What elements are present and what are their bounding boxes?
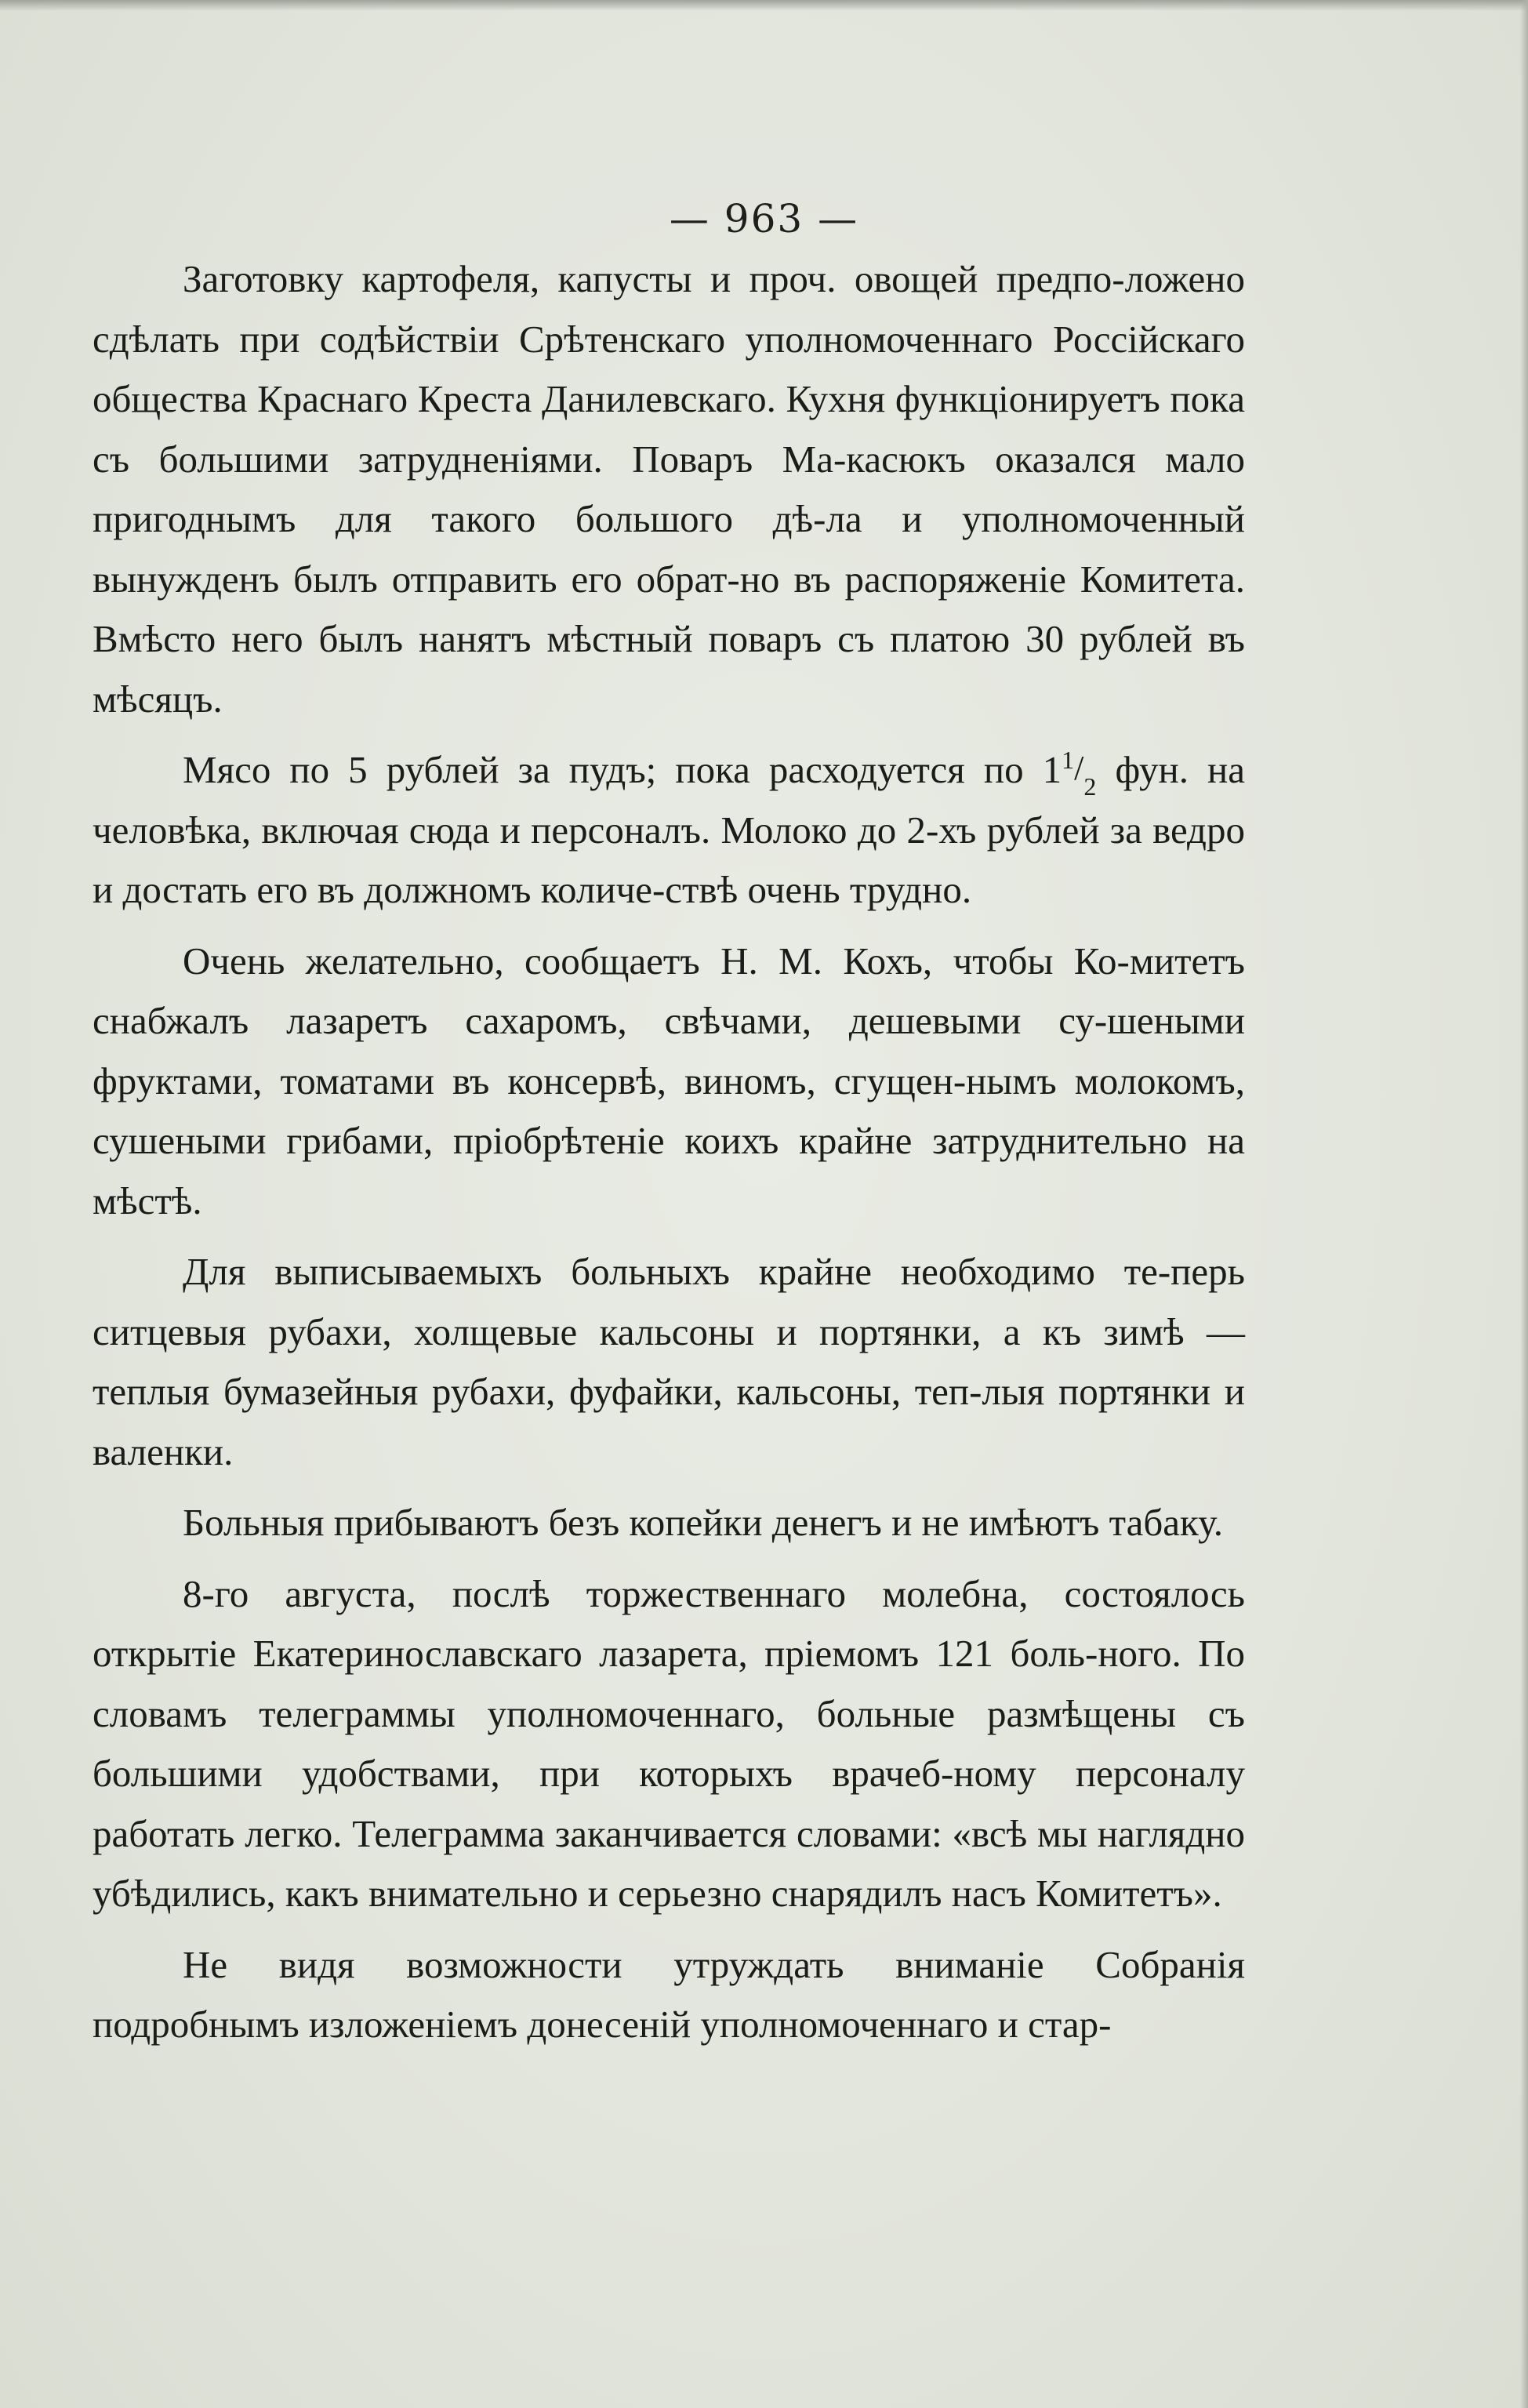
body-text <box>93 249 1245 2066</box>
scan-edge-top <box>0 0 1528 11</box>
page-number: — 963 — <box>669 196 859 242</box>
paragraph-clothing: Для выписываемыхъ больныхъ крайне необходимо те-перь ситцевыя рубахи, холщевые кальсоны и портянки, а къ зимѣ — теплыя бумазейныя рубахи, фуфайки, кальсоны, теп-лыя портянки и валенки. <box>93 1250 1245 1473</box>
paragraph-tobacco: Больныя прибываютъ безъ копейки денегъ и не имѣютъ табаку. <box>183 1501 1223 1544</box>
meat-text-before: Мясо по 5 рублей за пудъ; пока расходуется по 1 <box>183 748 1062 791</box>
paragraph-supplies: Очень желательно, сообщаетъ Н. М. Кохъ, чтобы Ко-митетъ снабжалъ лазаретъ сахаромъ, свѣчами, дешевыми су-шеными фруктами, томатами въ консервѣ, виномъ, сгущен-нымъ молокомъ, сушеными грибами, пріобрѣтеніе коихъ крайне затруднительно на мѣстѣ. <box>93 939 1245 1222</box>
meat-fraction: 1/2 <box>1062 746 1097 801</box>
meat-text-after: фун. на человѣка, включая сюда и персоналъ. Молоко до 2-хъ рублей за ведро и достать его въ должномъ количе-ствѣ очень трудно. <box>93 748 1245 911</box>
scan-edge-right <box>1520 0 1528 2408</box>
paragraph-vegetables: Заготовку картофеля, капусты и проч. овощей предпо-ложено сдѣлать при содѣйствіи Срѣтенскаго уполномоченнаго Россійскаго общества Краснаго Креста Данилевскаго. Кухня функціонируетъ пока съ большими затрудненіями. Поваръ Ма-касюкъ оказался мало пригоднымъ для такого большого дѣ-ла и уполномоченный вынужденъ былъ отправить его обрат-но въ распоряженіе Комитета. Вмѣсто него былъ нанятъ мѣстный поваръ съ платою 30 рублей въ мѣсяцъ. <box>93 257 1245 721</box>
paragraph-meat <box>93 740 1245 921</box>
paragraph-closing: Не видя возможности утруждать вниманіе Собранія подробнымъ изложеніемъ донесеній уполномоченнаго и стар- <box>93 1942 1245 2046</box>
paragraph-opening: 8-го августа, послѣ торжественнаго молебна, состоялось открытіе Екатеринославскаго лазарета, пріемомъ 121 боль-ного. По словамъ телеграммы уполномоченнаго, больные размѣщены съ большими удобствами, при которыхъ врачеб-ному персоналу работать легко. Телеграмма заканчивается словами: «всѣ мы наглядно убѣдились, какъ внимательно и серьезно снарядилъ насъ Комитетъ». <box>93 1571 1245 1915</box>
